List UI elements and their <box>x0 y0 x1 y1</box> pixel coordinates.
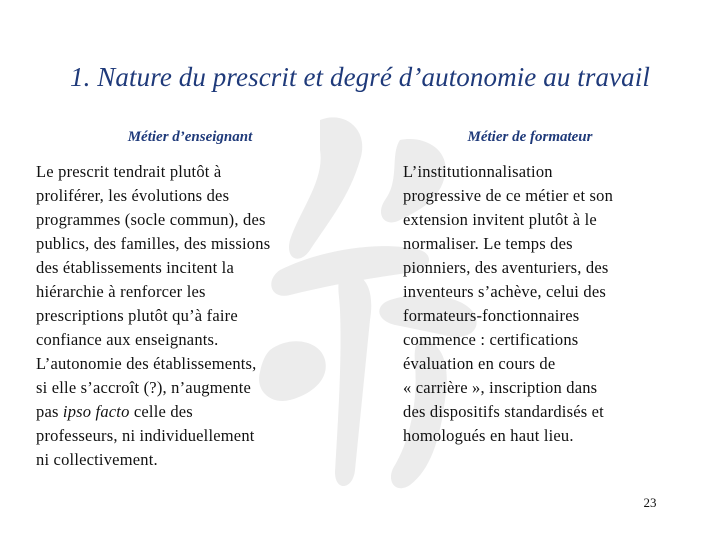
left-body-line: programmes (socle commun), des <box>36 210 266 229</box>
right-body-line: homologués en haut lieu. <box>403 426 574 445</box>
left-body-text: pas <box>36 402 63 421</box>
left-column-heading: Métier d’enseignant <box>127 129 253 145</box>
ipso-facto-italic: ipso facto <box>62 402 130 421</box>
left-body-line: professeurs, ni individuellement <box>36 426 255 445</box>
slide-title: 1. Nature du prescrit et degré d’autonomie au travail <box>70 62 650 92</box>
right-body-line: commence : certifications <box>403 330 579 349</box>
left-body-text: celle des <box>129 402 193 421</box>
left-body-line: des établissements incitent la <box>36 258 234 277</box>
left-body-line: proliférer, les évolutions des <box>36 186 230 205</box>
left-body-line: ni collectivement. <box>36 450 158 469</box>
right-column-heading: Métier de formateur <box>467 129 593 145</box>
left-body-line: Le prescrit tendrait plutôt à <box>36 162 222 181</box>
right-column-body <box>403 160 693 448</box>
right-body-line: des dispositifs standardisés et <box>403 402 604 421</box>
right-body-line: L’institutionnalisation <box>403 162 553 181</box>
right-body-line: extension invitent plutôt à le <box>403 210 597 229</box>
right-body-line: « carrière », inscription dans <box>403 378 598 397</box>
left-body-line: hiérarchie à renforcer les <box>36 282 206 301</box>
page-number: 23 <box>643 495 657 510</box>
left-body-line: publics, des familles, des missions <box>36 234 271 253</box>
right-body-line: progressive de ce métier et son <box>403 186 614 205</box>
left-column-body <box>36 160 336 472</box>
right-body-line: pionniers, des aventuriers, des <box>403 258 609 277</box>
left-body-line: prescriptions plutôt qu’à faire <box>36 306 238 325</box>
left-body-line: L’autonomie des établissements, <box>36 354 257 373</box>
right-body-line: normaliser. Le temps des <box>403 234 573 253</box>
left-body-line: confiance aux enseignants. <box>36 330 219 349</box>
right-body-line: formateurs-fonctionnaires <box>403 306 580 325</box>
left-body-line-ipso-facto <box>36 400 336 424</box>
right-body-line: inventeurs s’achève, celui des <box>403 282 607 301</box>
right-body-line: évaluation en cours de <box>403 354 556 373</box>
left-body-line: si elle s’accroît (?), n’augmente <box>36 378 252 397</box>
